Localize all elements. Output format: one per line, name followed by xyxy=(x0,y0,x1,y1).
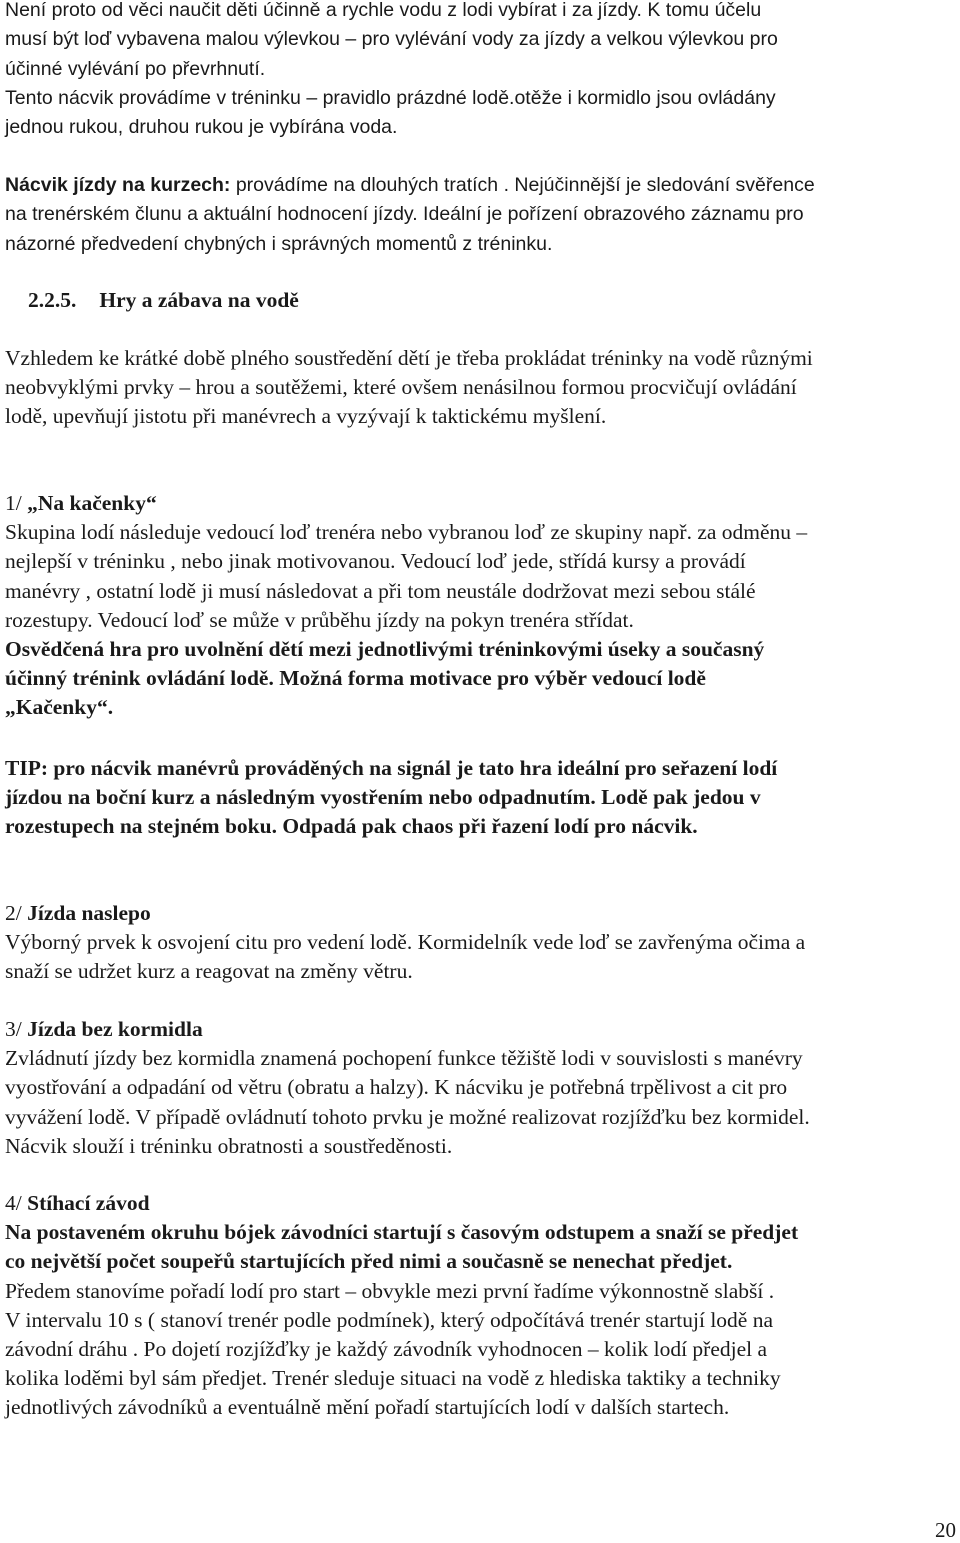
text-line: Předem stanovíme pořadí lodí pro start – obvykle mezi první řadíme výkonnostně slabší . xyxy=(5,1278,775,1303)
text-line: snaží se udržet kurz a reagovat na změny větru. xyxy=(5,959,413,984)
text-line: názorné předvedení chybných i správných momentů z tréninku. xyxy=(5,232,553,255)
text-line: lodě, upevňují jistotu při manévrech a vyzývají k taktickému myšlení. xyxy=(5,404,607,429)
text-line: vyostřování a odpadání od větru (obratu a halzy). K nácviku je potřebná trpělivost a cit pro xyxy=(5,1075,788,1100)
text-line: „Kačenky“. xyxy=(5,695,114,720)
tip-paragraph xyxy=(5,754,955,842)
intro-paragraph xyxy=(5,0,955,142)
section-title: Hry a zábava na vodě xyxy=(99,288,299,312)
section-heading xyxy=(28,286,960,315)
game-title: „Na kačenky“ xyxy=(27,491,157,515)
text-line: TIP: pro nácvik manévrů prováděných na signál je tato hra ideální pro seřazení lodí xyxy=(5,756,778,780)
text-line: provádíme na dlouhých tratích . Nejúčinnější je sledování svěřence xyxy=(230,174,815,196)
game-4 xyxy=(5,1189,955,1423)
game-title: Jízda naslepo xyxy=(27,901,151,925)
text-line: Skupina lodí následuje vedoucí loď trenéra nebo vybranou loď ze skupiny např. za odměnu – xyxy=(5,520,808,545)
text-line: rozestupy. Vedoucí loď se může v průběhu jízdy na pokyn trenéra střídat. xyxy=(5,607,634,632)
text-line: rozestupech na stejném boku. Odpadá pak chaos při řazení lodí pro nácvik. xyxy=(5,814,698,839)
game-heading: 1/ „Na kačenky“ xyxy=(5,491,157,515)
text-line: závodní dráhu . Po dojetí rozjížďky je každý závodník vyhodnocen – kolik lodí předjel a xyxy=(5,1337,768,1362)
text-line: vyvážení lodě. V případě ovládnutí tohoto prvku je možné realizovat rozjížďku bez kormidel. xyxy=(5,1104,810,1129)
game-2 xyxy=(5,899,955,987)
text-line: manévry , ostatní lodě ji musí následovat a při tom neustále dodržovat mezi sebou stálé xyxy=(5,578,756,603)
text-line: jízdou na boční kurz a následným vyostřením nebo odpadnutím. Lodě pak jedou v xyxy=(5,785,761,810)
game-heading: 3/ Jízda bez kormidla xyxy=(5,1017,203,1041)
text-line: Není proto od věci naučit děti účinně a rychle vodu z lodi vybírat i za jízdy. K tomu účelu xyxy=(5,0,762,21)
game-heading: 2/ Jízda naslepo xyxy=(5,901,151,925)
text-line: nejlepší v tréninku , nebo jinak motivovanou. Vedoucí loď jede, střídá kursy a provádí xyxy=(5,549,746,574)
text-line: Vzhledem ke krátké době plného soustředění dětí je třeba prokládat tréninky na vodě různými xyxy=(5,346,813,370)
text-line: Nácvik slouží i tréninku obratnosti a soustředěnosti. xyxy=(5,1133,453,1158)
section-number: 2.2.5. xyxy=(28,288,77,312)
text-line: V intervalu 10 s ( stanoví trenér podle podmínek), který odpočítává trenér startují lodě na xyxy=(5,1307,774,1332)
game-title: Jízda bez kormidla xyxy=(27,1017,203,1041)
text-line: účinné vylévání po převrhnutí. xyxy=(5,57,266,80)
text-line: účinný trénink ovládání lodě. Možná forma motivace pro výběr vedoucí lodě xyxy=(5,666,706,691)
game-title: Stíhací závod xyxy=(27,1191,150,1215)
text-line: jednotlivých závodníků a eventuálně mění pořadí startujících lodí v dalších startech. xyxy=(5,1395,730,1420)
game-1 xyxy=(5,489,955,723)
game-3 xyxy=(5,1015,955,1161)
text-line: Na postaveném okruhu bójek závodníci startují s časovým odstupem a snaží se předjet xyxy=(5,1220,799,1245)
text-line: Výborný prvek k osvojení citu pro vedení lodě. Kormidelník vede loď se zavřenýma očima a xyxy=(5,930,806,955)
course-paragraph xyxy=(5,171,955,259)
page-number: 20 xyxy=(935,1518,956,1542)
section-intro-paragraph xyxy=(5,344,955,432)
text-line: Zvládnutí jízdy bez kormidla znamená pochopení funkce těžiště lodi v souvislosti s manévry xyxy=(5,1046,803,1071)
text-line: Osvědčená hra pro uvolnění dětí mezi jednotlivými tréninkovými úseky a současný xyxy=(5,637,765,662)
text-line: jednou rukou, druhou rukou je vybírána voda. xyxy=(5,116,398,139)
game-heading: 4/ Stíhací závod xyxy=(5,1191,150,1215)
text-line: na trenérském člunu a aktuální hodnocení jízdy. Ideální je pořízení obrazového záznamu pro xyxy=(5,203,804,226)
text-line: Tento nácvik provádíme v tréninku – pravidlo prázdné lodě.otěže i kormidlo jsou ovládány xyxy=(5,86,776,109)
text-line: co největší počet soupeřů startujících před nimi a současně se nenechat předjet. xyxy=(5,1249,733,1274)
text-line: musí být loď vybavena malou výlevkou – pro vylévání vody za jízdy a velkou výlevkou pro xyxy=(5,28,778,51)
text-line: kolika loděmi byl sám předjet. Trenér sleduje situaci na vodě z hlediska taktiky a techniky xyxy=(5,1366,781,1391)
course-heading: Nácvik jízdy na kurzech: xyxy=(5,174,231,196)
text-line: neobvyklými prvky – hrou a soutěžemi, které ovšem nenásilnou formou procvičují ovládání xyxy=(5,375,797,400)
